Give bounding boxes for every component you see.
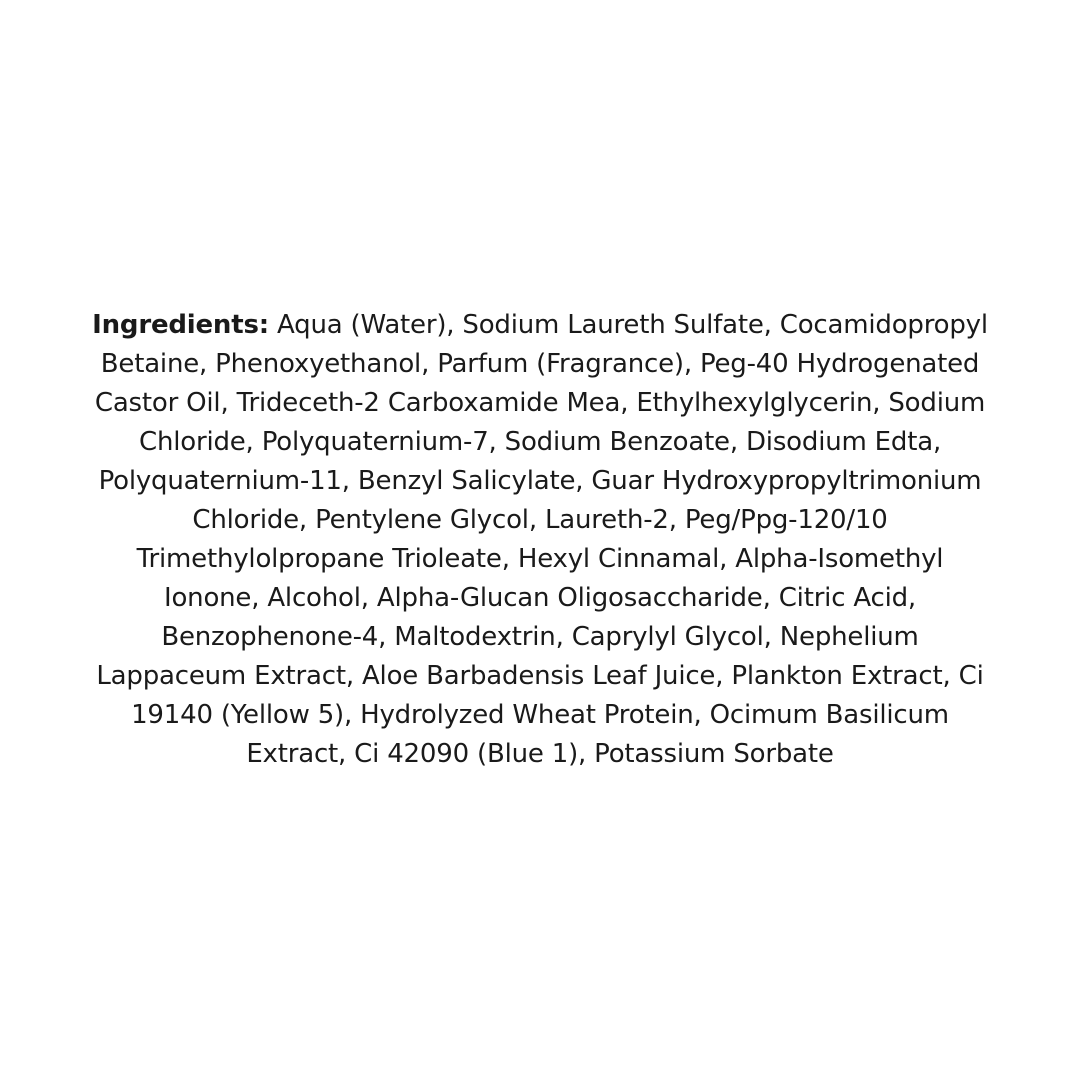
ingredients-line-3: Castor Oil, Trideceth-2 Carboxamide Mea, Ethylhexylglycerin, Sodium bbox=[94, 388, 986, 418]
ingredients-line-2: Betaine, Phenoxyethanol, Parfum (Fragrance), Peg-40 Hydrogenated bbox=[100, 349, 980, 379]
ingredients-line-10: Lappaceum Extract, Aloe Barbadensis Leaf Juice, Plankton Extract, Ci bbox=[96, 661, 984, 691]
ingredients-text: Aqua (Water), Sodium Laureth Sulfate, Cocamidopropyl bbox=[268, 310, 988, 340]
ingredients-line-12: Extract, Ci 42090 (Blue 1), Potassium Sorbate bbox=[246, 739, 834, 769]
ingredients-line-6: Chloride, Pentylene Glycol, Laureth-2, Peg/Ppg-120/10 bbox=[192, 505, 888, 535]
ingredients-list bbox=[78, 306, 1002, 774]
ingredients-line-7: Trimethylolpropane Trioleate, Hexyl Cinnamal, Alpha-Isomethyl bbox=[136, 544, 944, 574]
ingredients-line-1 bbox=[78, 306, 1002, 345]
ingredients-line-5: Polyquaternium-11, Benzyl Salicylate, Guar Hydroxypropyltrimonium bbox=[98, 466, 982, 496]
ingredients-line-11: 19140 (Yellow 5), Hydrolyzed Wheat Protein, Ocimum Basilicum bbox=[131, 700, 949, 730]
ingredients-line-8: Ionone, Alcohol, Alpha-Glucan Oligosaccharide, Citric Acid, bbox=[163, 583, 916, 613]
ingredients-line-4: Chloride, Polyquaternium-7, Sodium Benzoate, Disodium Edta, bbox=[138, 427, 942, 457]
ingredients-line-9: Benzophenone-4, Maltodextrin, Caprylyl Glycol, Nephelium bbox=[161, 622, 919, 652]
ingredients-label: Ingredients: bbox=[92, 310, 269, 340]
